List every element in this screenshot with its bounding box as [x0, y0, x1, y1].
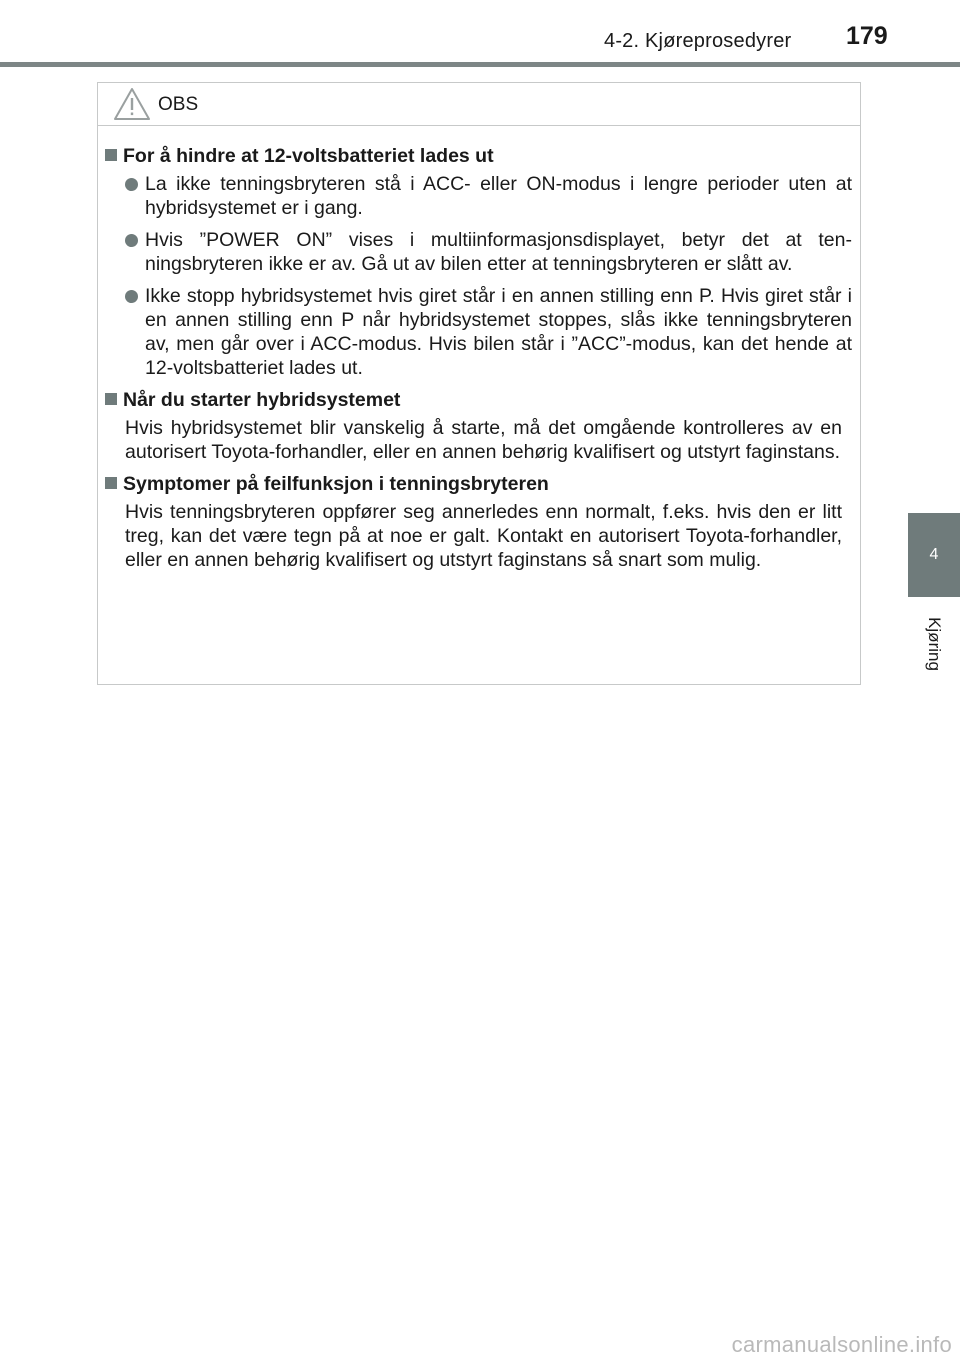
section-heading: [105, 144, 852, 168]
list-item: [125, 284, 852, 380]
section-heading-text: For å hindre at 12-voltsbatteriet lades ut: [123, 145, 494, 167]
section-malfunction: [105, 472, 852, 572]
list-item: [125, 228, 852, 276]
square-bullet-icon: [105, 393, 117, 405]
watermark: carmanualsonline.info: [731, 1332, 952, 1357]
section-text: Hvis tenningsbryteren oppfører seg annerledes enn normalt, f.eks. hvis den er litt treg, kan det være tegn på at noe er galt. Kontakt en autorisert Toyota-forhandler, eller en annen behørig kvalifisert og utstyrt faginstans så snart som mulig.: [125, 501, 842, 571]
warning-triangle-icon: [113, 87, 151, 121]
list-item-text: Hvis ”POWER ON” vises i multiinformasjonsdisplayet, betyr det at ten-ningsbryteren ikke er av. Gå ut av bilen etter at tenningsbryteren er slått av.: [145, 229, 852, 275]
section-heading: [105, 472, 852, 496]
chapter-tab-label: Kjøring: [925, 617, 944, 671]
obs-body: [98, 126, 860, 572]
circle-bullet-icon: [125, 234, 138, 247]
section-battery: [105, 144, 852, 380]
header-section-title: 4-2. Kjøreprosedyrer: [604, 30, 792, 52]
section-text: Hvis hybridsystemet blir vanskelig å starte, må det omgående kontrolleres av en autorisert Toyota-forhandler, eller en annen behørig kvalifisert og utstyrt faginstans.: [125, 417, 842, 463]
obs-label: OBS: [158, 94, 199, 115]
obs-header: [98, 83, 860, 126]
page-number: 179: [846, 22, 888, 50]
header-rule: [0, 62, 960, 67]
section-heading-text: Symptomer på feilfunksjon i tenningsbryteren: [123, 473, 549, 495]
square-bullet-icon: [105, 149, 117, 161]
chapter-tab[interactable]: [908, 513, 960, 597]
obs-warning-box: [97, 82, 861, 685]
square-bullet-icon: [105, 477, 117, 489]
section-heading: [105, 388, 852, 412]
list-item-text: La ikke tenningsbryteren stå i ACC- eller ON-modus i lengre perioder uten at hybridsystemet er i gang.: [145, 173, 852, 219]
list-item-text: Ikke stopp hybridsystemet hvis giret står i en annen stilling enn P. Hvis giret står i en annen stilling enn P når hybridsystemet stoppes, slås ikke tenningsbryteren av, men går over i ACC-modus. Hvis bilen står i ”ACC”-modus, kan det hende at 12-voltsbatteriet lades ut.: [145, 285, 852, 379]
circle-bullet-icon: [125, 290, 138, 303]
section-starting: [105, 388, 852, 464]
chapter-tab-number: 4: [929, 546, 939, 563]
list-item: [125, 172, 852, 220]
section-heading-text: Når du starter hybridsystemet: [123, 389, 401, 411]
circle-bullet-icon: [125, 178, 138, 191]
